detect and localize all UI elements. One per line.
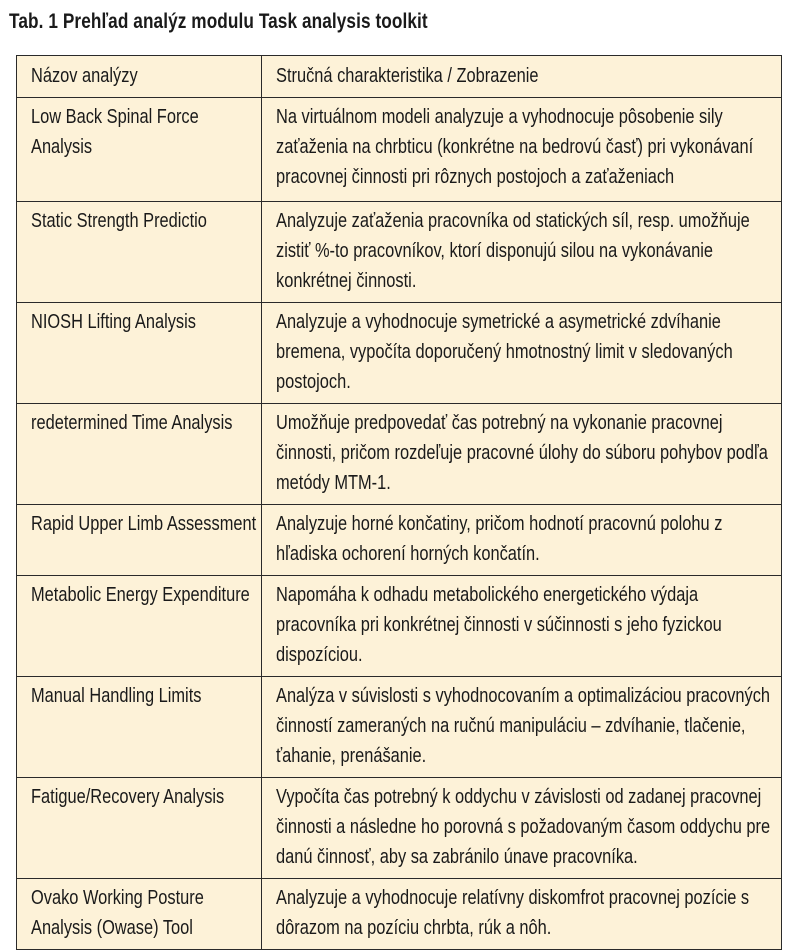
analysis-description-cell: Analyzuje a vyhodnocuje symetrické a asymetrické zdvíhanie bremena, vypočíta doporučený hmotnostný limit v sledovaných postojoch. [262, 303, 782, 404]
table-row [17, 879, 781, 950]
analysis-name-cell: Metabolic Energy Expenditure [17, 576, 262, 677]
analysis-description-cell: Analyzuje a vyhodnocuje relatívny diskomfrot pracovnej pozície s dôrazom na pozíciu chrbta, rúk a nôh. [262, 879, 782, 950]
table-row [17, 778, 781, 879]
analysis-description-cell: Analyzuje zaťaženia pracovníka od statických síl, resp. umožňuje zistiť %-to pracovníkov, ktorí disponujú silou na vykonávanie konkrétnej činnosti. [262, 202, 782, 303]
table-row [17, 202, 781, 303]
analysis-description-cell: Analýza v súvislosti s vyhodnocovaním a optimalizáciou pracovných činností zameraných na ručnú manipuláciu – zdvíhanie, tlačenie, ťahanie, prenášanie. [262, 677, 782, 778]
table-row [17, 576, 781, 677]
analysis-name-cell: Fatigue/Recovery Analysis [17, 778, 262, 879]
analysis-description-cell: Napomáha k odhadu metabolického energetického výdaja pracovníka pri konkrétnej činnosti v súčinnosti s jeho fyzickou dispozíciou. [262, 576, 782, 677]
analysis-name-cell: Static Strength Predictio [17, 202, 262, 303]
analysis-name-cell: Low Back Spinal Force Analysis [17, 98, 262, 202]
column-header-name: Názov analýzy [17, 56, 262, 98]
table-row [17, 404, 781, 505]
table-header-row [17, 56, 781, 98]
analysis-description-cell: Umožňuje predpovedať čas potrebný na vykonanie pracovnej činnosti, pričom rozdeľuje pracovné úlohy do súboru pohybov podľa metódy MTM-1. [262, 404, 782, 505]
column-header-description: Stručná charakteristika / Zobrazenie [262, 56, 782, 98]
analysis-description-cell: Vypočíta čas potrebný k oddychu v závislosti od zadanej pracovnej činnosti a následne ho porovná s požadovaným časom oddychu pre danú činnosť, aby sa zabránilo únave pracovníka. [262, 778, 782, 879]
table-row [17, 303, 781, 404]
analysis-name-cell: Ovako Working Posture Analysis (Owase) Tool [17, 879, 262, 950]
table-caption: Tab. 1 Prehľad analýz modulu Task analysis toolkit [9, 10, 428, 33]
table-row [17, 98, 781, 202]
analysis-name-cell: Manual Handling Limits [17, 677, 262, 778]
table-row [17, 677, 781, 778]
analysis-name-cell: NIOSH Lifting Analysis [17, 303, 262, 404]
analysis-table [16, 55, 782, 950]
analysis-description-cell: Na virtuálnom modeli analyzuje a vyhodnocuje pôsobenie sily zaťaženia na chrbticu (konkrétne na bedrovú časť) pri vykonávaní pracovnej činnosti pri rôznych postojoch a zaťaženiach [262, 98, 782, 202]
table-row [17, 505, 781, 576]
analysis-name-cell: Rapid Upper Limb Assessment [17, 505, 262, 576]
analysis-name-cell: redetermined Time Analysis [17, 404, 262, 505]
analysis-description-cell: Analyzuje horné končatiny, pričom hodnotí pracovnú polohu z hľadiska ochorení horných končatín. [262, 505, 782, 576]
